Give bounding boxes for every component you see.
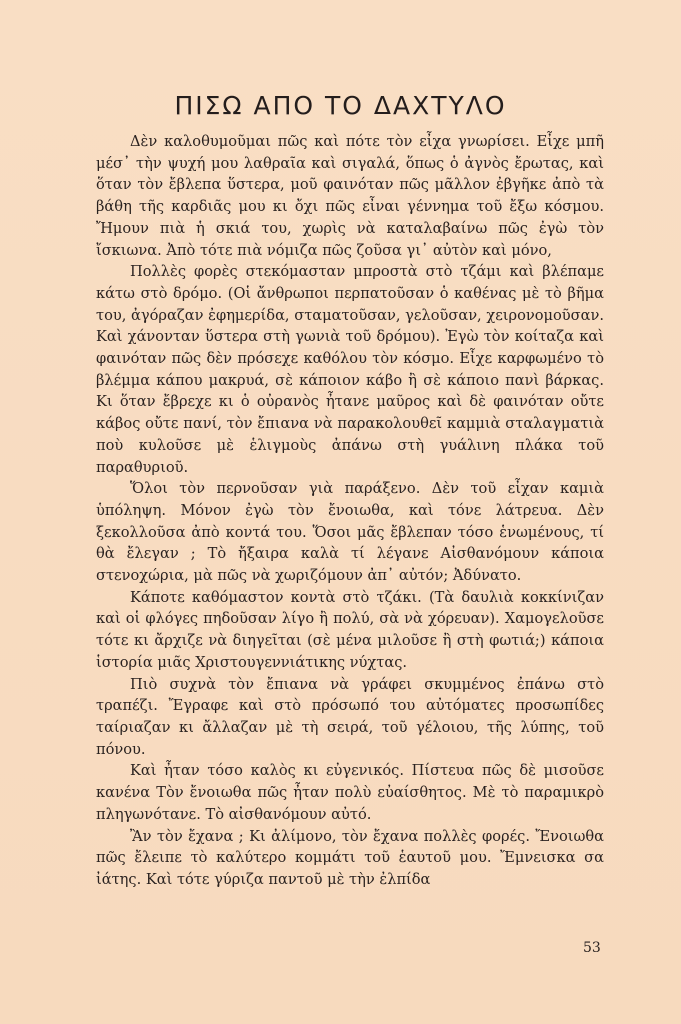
body-text xyxy=(96,131,604,891)
chapter-title: ΠΙΣΩ ΑΠΟ ΤΟ ΔΑΧΤΥΛΟ xyxy=(174,91,507,120)
paragraph: Πολλὲς φορὲς στεκόμασταν μπροστὰ στὸ τζάμι καὶ βλέπαμε κάτω στὸ δρόμο. (Οἱ ἄνθρωποι περπατοῦσαν ὁ καθένας μὲ τὸ βῆμα του, ἀγόραζαν ἐφημερίδα, σταματοῦσαν, γελοῦσαν, χειρονομοῦσαν. Καὶ χάνονταν ὕστερα στὴ γωνιὰ τοῦ δρόμου). Ἐγὼ τὸν κοίταζα καὶ φαινόταν πῶς δὲν πρόσεχε καθόλου τὸν κόσμο. Εἶχε καρφωμένο τὸ βλέμμα κάπου μακρυά, σὲ κάποιον κάβο ἢ σὲ κάποιο πανὶ βάρκας. Κι ὅταν ἔβρεχε κι ὁ οὐρανὸς ἦτανε μαῦρος καὶ δὲ φαινόταν οὔτε κάβος οὔτε πανί, τὸν ἔπιανα νὰ παρακολουθεῖ καμμιὰ σταλαγματιὰ ποὺ κυλοῦσε μὲ ἑλιγμοὺς ἀπάνω στὴ γυάλινη πλάκα τοῦ παραθυριοῦ. xyxy=(96,263,604,476)
paragraph: Καὶ ἦταν τόσο καλὸς κι εὐγενικός. Πίστευα πῶς δὲ μισοῦσε κανένα Τὸν ἔνοιωθα πῶς ἦταν πολὺ εὐαίσθητος. Μὲ τὸ παραμικρὸ πληγωνότανε. Τὸ αἰσθανόμουν αὐτό. xyxy=(96,762,604,823)
paragraph: Ὅλοι τὸν περνοῦσαν γιὰ παράξενο. Δὲν τοῦ εἶχαν καμιὰ ὑπόληψη. Μόνον ἐγὼ τὸν ἔνοιωθα, καὶ τόνε λάτρευα. Δὲν ξεκολλοῦσα ἀπὸ κοντά του. Ὅσοι μᾶς ἔβλεπαν τόσο ἑνωμένους, τί θὰ ἔλεγαν ; Τὸ ἤξαιρα καλὰ τί λέγανε Αἰσθανόμουν κάποια στενοχώρια, μὰ πῶς νὰ χωριζόμουν ἀπ᾽ αὐτόν; Ἀδύνατο. xyxy=(96,480,604,585)
paragraph: Πιὸ συχνὰ τὸν ἔπιανα νὰ γράφει σκυμμένος ἐπάνω στὸ τραπέζι. Ἔγραφε καὶ στὸ πρόσωπό του αὐτόματες προσωπίδες ταίριαζαν κι ἄλλαζαν μὲ τὴ σειρά, τοῦ γέλοιου, τῆς λύπης, τοῦ πόνου. xyxy=(96,675,604,758)
page-number: 53 xyxy=(583,940,601,956)
paragraph: Ἂν τὸν ἔχανα ; Κι ἀλίμονο, τὸν ἔχανα πολλὲς φορές. Ἔνοιωθα πῶς ἔλειπε τὸ καλύτερο κομμάτι τοῦ ἑαυτοῦ μου. Ἔμνεισκα σα ἰάτης. Καὶ τότε γύριζα παντοῦ μὲ τὴν ἐλπίδα xyxy=(96,827,604,888)
paragraph: Δὲν καλοθυμοῦμαι πῶς καὶ πότε τὸν εἶχα γνωρίσει. Εἶχε μπῆ μέσ᾽ τὴν ψυχή μου λαθραῖα καὶ σιγαλά, ὅπως ὁ ἀγνὸς ἔρωτας, καὶ ὅταν τὸν ἔβλεπα ὕστερα, μοῦ φαινόταν πῶς μᾶλλον ἐβγῆκε ἀπὸ τὰ βάθη τῆς καρδιᾶς μου κι ὄχι πῶς εἶναι γέννημα τοῦ ἔξω κόσμου. Ἤμουν πιὰ ἡ σκιά του, χωρὶς νὰ καταλαβαίνω πῶς ἐγὼ τὸν ἴσκιωνα. Ἀπὸ τότε πιὰ νόμιζα πῶς ζοῦσα γι᾽ αὐτὸν καὶ μόνο, xyxy=(96,133,604,259)
paragraph: Κάποτε καθόμαστον κοντὰ στὸ τζάκι. (Τὰ δαυλιὰ κοκκίνιζαν καὶ οἱ φλόγες πηδοῦσαν λίγο ἢ πολύ, σὰ νὰ χόρευαν). Χαμογελοῦσε τότε κι ἄρχιζε νὰ διηγεῖται (σὲ μένα μιλοῦσε ἢ στὴ φωτιά;) κάποια ἱστορία μιᾶς Χριστουγεννιάτικης νύχτας. xyxy=(96,588,604,671)
